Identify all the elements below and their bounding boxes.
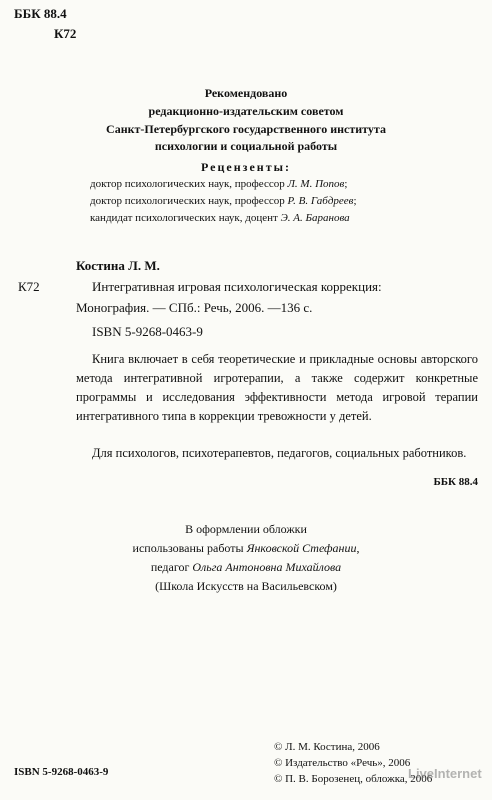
- catalog-title-line1: Интегративная игровая психологическая коррекция:: [92, 279, 382, 294]
- cover-line: [0, 560, 492, 575]
- reviewer-end: ;: [353, 195, 357, 207]
- cover-line: В оформлении обложки: [185, 522, 307, 536]
- reviewer-role: доктор психологических наук, профессор: [90, 178, 285, 190]
- recommendation-line: Санкт-Петербургского государственного института: [106, 122, 386, 136]
- reviewer-end: ;: [344, 178, 348, 190]
- copyright-line: © П. В. Борозенец, обложка, 2006: [274, 773, 433, 785]
- reviewer-name: Э. А. Баранова: [280, 212, 350, 224]
- copyright-line: © Издательство «Речь», 2006: [274, 757, 411, 769]
- catalog-isbn: ISBN 5-9268-0463-9: [92, 324, 203, 339]
- cover-text: использованы работы: [132, 541, 244, 555]
- reviewers-title: Рецензенты:: [201, 160, 291, 174]
- reviewer-name: Л. М. Попов: [287, 178, 345, 190]
- catalog-title-line2: Монография. — СПб.: Речь, 2006. —136 с.: [76, 300, 313, 315]
- copyright-line: © Л. М. Костина, 2006: [274, 741, 380, 753]
- recommendation-line: редакционно-издательским советом: [148, 104, 344, 118]
- cover-text: педагог: [150, 560, 190, 574]
- annotation-audience: Для психологов, психотерапевтов, педагогов, социальных работников.: [92, 446, 467, 460]
- cover-line: [0, 541, 492, 556]
- bbk-header: ББК 88.4: [14, 6, 67, 21]
- cover-teacher-name: Ольга Антоновна Михайлова: [192, 560, 342, 574]
- catalog-author: Костина Л. М.: [76, 258, 160, 273]
- annotation-bbk: ББК 88.4: [433, 476, 478, 488]
- cover-text: ,: [356, 541, 360, 555]
- reviewer-name: Р. В. Габдреев: [287, 195, 354, 207]
- cover-artist-name: Янковской Стефании: [246, 541, 357, 555]
- watermark: LiveInternet: [408, 766, 482, 781]
- reviewer-role: доктор психологических наук, профессор: [90, 195, 285, 207]
- reviewer-line: [90, 178, 347, 190]
- reviewer-role: кандидат психологических наук, доцент: [90, 212, 278, 224]
- recommendation-line: Рекомендовано: [204, 86, 288, 100]
- recommendation-line: психологии и социальной работы: [154, 139, 338, 153]
- footer-isbn: ISBN 5-9268-0463-9: [14, 766, 109, 778]
- reviewer-line: [90, 195, 357, 207]
- annotation-paragraph: Книга включает в себя теоретические и прикладные основы авторского метода интегративной игротерапии, а также содержит конкретные программы и исследования эффективности метода игровой терапии интегративного типа в коррекции тревожности у детей.: [76, 352, 478, 423]
- catalog-code: К72: [18, 279, 40, 294]
- author-code-header: К72: [54, 26, 77, 41]
- cover-line: (Школа Искусств на Васильевском): [155, 579, 337, 593]
- reviewer-line: [90, 212, 350, 224]
